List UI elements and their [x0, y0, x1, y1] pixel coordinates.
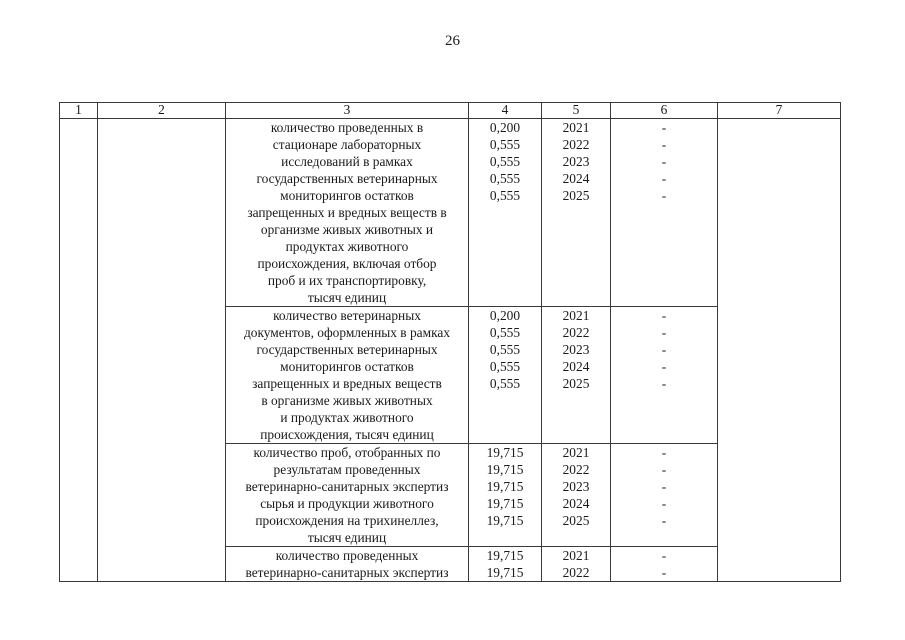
dash: - [661, 137, 667, 152]
header-col-4: 4 [469, 103, 542, 119]
col1-cell [60, 119, 98, 582]
indicator-cell [226, 119, 469, 307]
indicator-cell [226, 547, 469, 582]
year: 2024 [562, 496, 590, 511]
header-col-6: 6 [611, 103, 718, 119]
col2-cell [98, 119, 226, 582]
value: 0,555 [489, 154, 521, 169]
dash: - [661, 325, 667, 340]
indicator-line: происхождения, включая отбор [257, 256, 437, 271]
dash: - [661, 462, 667, 477]
indicator-line: тысяч единиц [307, 290, 387, 305]
dash: - [661, 479, 667, 494]
value: 0,555 [489, 171, 521, 186]
header-row [60, 103, 841, 119]
value: 19,715 [486, 513, 524, 528]
year: 2024 [562, 359, 590, 374]
dash: - [661, 565, 667, 580]
year-cell [542, 547, 611, 582]
dash: - [661, 359, 667, 374]
dash: - [661, 496, 667, 511]
indicator-line: результатам проведенных [273, 462, 421, 477]
indicator-cell [226, 307, 469, 444]
year: 2025 [562, 376, 590, 391]
indicator-line: количество ветеринарных [273, 308, 421, 323]
table-row [60, 119, 841, 307]
indicator-table [59, 102, 841, 582]
indicator-line: исследований в рамках [281, 154, 413, 169]
dash: - [661, 513, 667, 528]
indicator-line: продуктах животного [285, 239, 409, 254]
value: 19,715 [486, 479, 524, 494]
indicator-line: ветеринарно-санитарных экспертиз [245, 479, 449, 494]
dash: - [661, 445, 667, 460]
indicator-line: государственных ветеринарных [256, 171, 438, 186]
dash: - [661, 548, 667, 563]
year: 2021 [562, 445, 590, 460]
col6-cell [611, 307, 718, 444]
year: 2021 [562, 548, 590, 563]
dash: - [661, 308, 667, 323]
indicator-line: государственных ветеринарных [256, 342, 438, 357]
indicator-line: происхождения на трихинеллез, [255, 513, 439, 528]
value-cell [469, 444, 542, 547]
header-col-2: 2 [98, 103, 226, 119]
year: 2022 [562, 462, 590, 477]
year: 2025 [562, 188, 590, 203]
indicator-line: запрещенных и вредных веществ [252, 376, 442, 391]
year: 2022 [562, 325, 590, 340]
indicator-line: стационаре лабораторных [272, 137, 422, 152]
indicator-line: ветеринарно-санитарных экспертиз [245, 565, 449, 580]
value-cell [469, 547, 542, 582]
indicator-line: проб и их транспортировку, [267, 273, 427, 288]
indicator-line: мониторингов остатков [280, 188, 414, 203]
page-number: 26 [445, 33, 460, 49]
year-cell [542, 444, 611, 547]
year: 2021 [562, 120, 590, 135]
header-col-7: 7 [718, 103, 841, 119]
value: 19,715 [486, 565, 524, 580]
year: 2025 [562, 513, 590, 528]
dash: - [661, 376, 667, 391]
indicator-line: мониторингов остатков [280, 359, 414, 374]
indicator-line: происхождения, тысяч единиц [260, 427, 434, 442]
value: 0,555 [489, 325, 521, 340]
indicator-line: сырья и продукции животного [260, 496, 434, 511]
dash: - [661, 120, 667, 135]
year: 2022 [562, 565, 590, 580]
indicator-line: количество проб, отобранных по [253, 445, 441, 460]
value: 0,555 [489, 188, 521, 203]
indicator-line: запрещенных и вредных веществ в [247, 205, 447, 220]
col6-cell [611, 547, 718, 582]
col7-cell [718, 119, 841, 582]
value-cell [469, 307, 542, 444]
header-col-3: 3 [226, 103, 469, 119]
dash: - [661, 188, 667, 203]
year-cell [542, 307, 611, 444]
year: 2024 [562, 171, 590, 186]
dash: - [661, 154, 667, 169]
header-col-1: 1 [60, 103, 98, 119]
col6-cell [611, 444, 718, 547]
dash: - [661, 171, 667, 186]
value-cell [469, 119, 542, 307]
indicator-line: количество проведенных в [270, 120, 424, 135]
indicator-line: тысяч единиц [307, 530, 387, 545]
value: 19,715 [486, 462, 524, 477]
indicator-line: в организме живых животных [261, 393, 433, 408]
dash: - [661, 342, 667, 357]
year: 2023 [562, 154, 590, 169]
value: 19,715 [486, 445, 524, 460]
header-col-5: 5 [542, 103, 611, 119]
indicator-line: количество проведенных [275, 548, 419, 563]
year: 2023 [562, 342, 590, 357]
value: 0,200 [489, 120, 521, 135]
year: 2021 [562, 308, 590, 323]
value: 0,200 [489, 308, 521, 323]
value: 0,555 [489, 376, 521, 391]
value: 19,715 [486, 496, 524, 511]
year-cell [542, 119, 611, 307]
indicator-line: организме живых животных и [260, 222, 434, 237]
indicator-line: документов, оформленных в рамках [243, 325, 451, 340]
year: 2022 [562, 137, 590, 152]
year: 2023 [562, 479, 590, 494]
indicator-line: и продуктах животного [280, 410, 414, 425]
value: 0,555 [489, 359, 521, 374]
value: 19,715 [486, 548, 524, 563]
indicator-cell [226, 444, 469, 547]
value: 0,555 [489, 137, 521, 152]
value: 0,555 [489, 342, 521, 357]
col6-cell [611, 119, 718, 307]
